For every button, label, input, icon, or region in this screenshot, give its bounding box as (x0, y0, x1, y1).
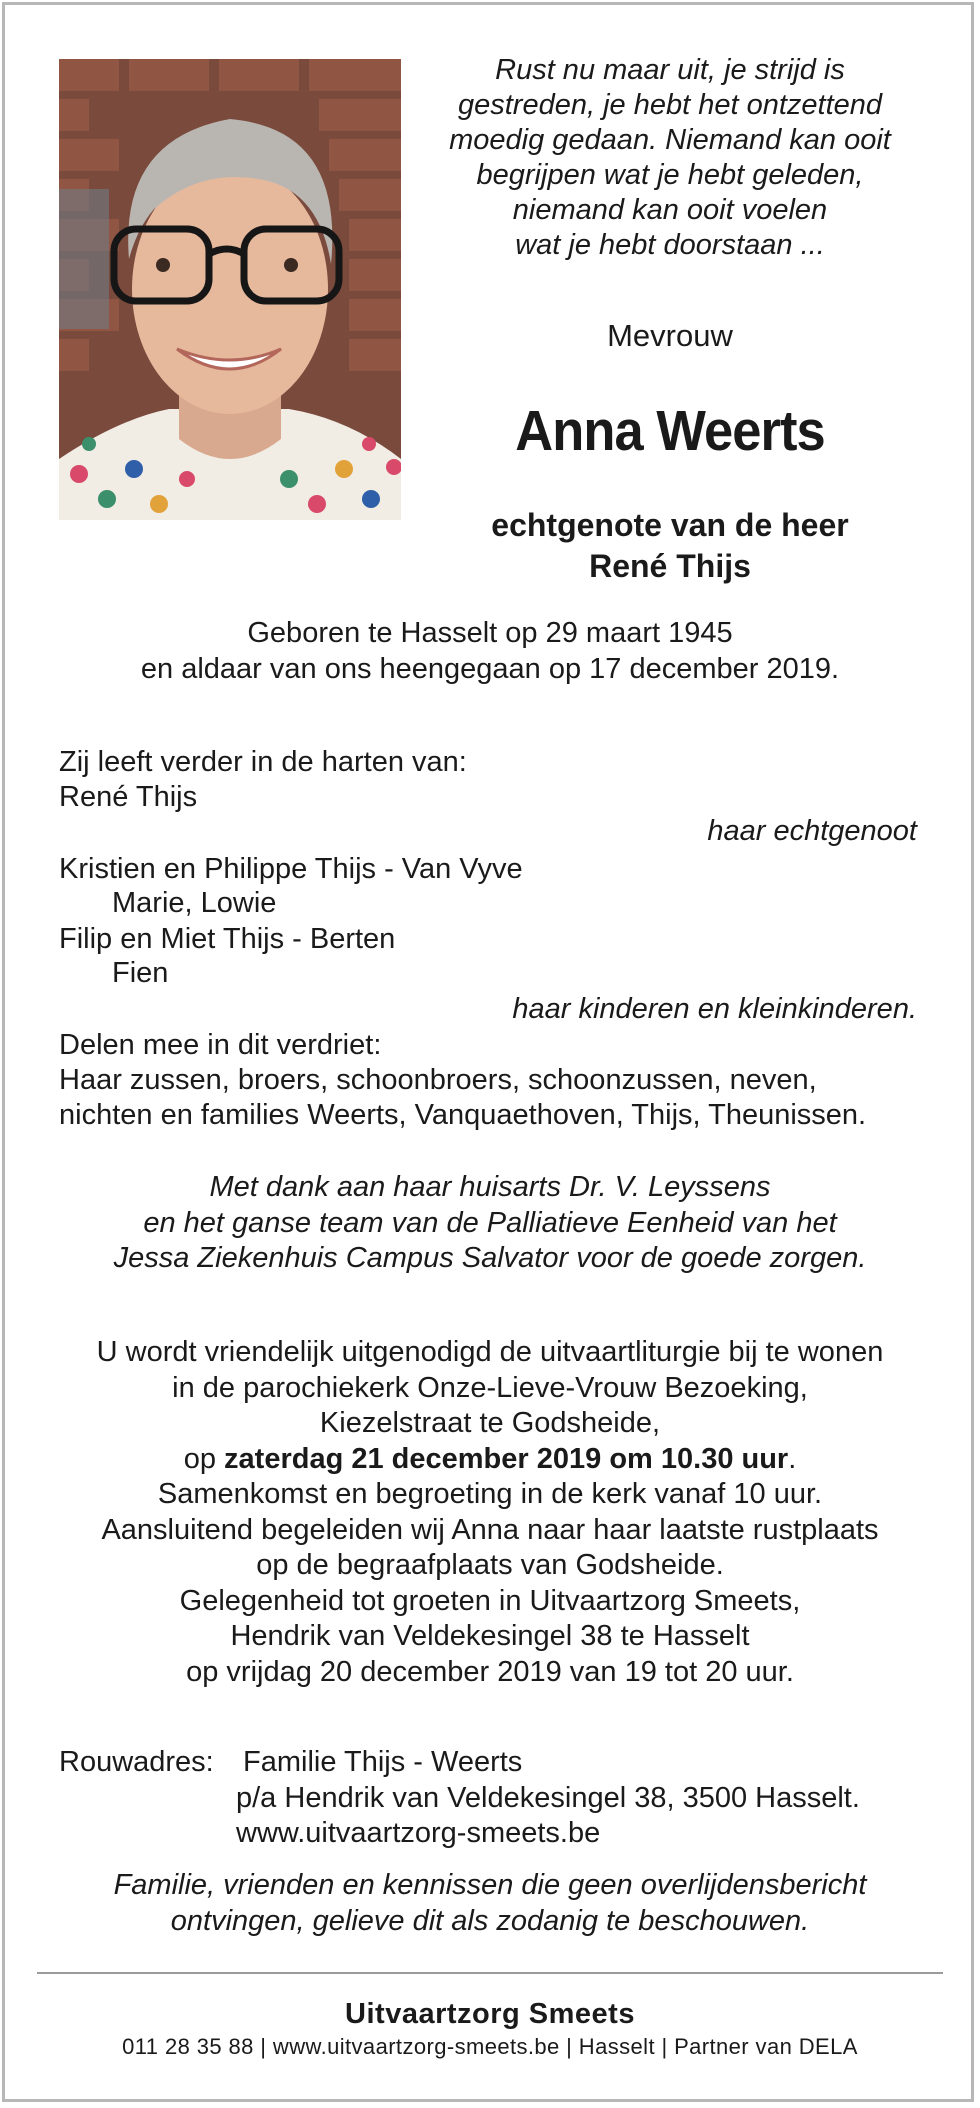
poem-line: gestreden, je hebt het ontzettend (457, 89, 883, 121)
memorial-poem (405, 53, 935, 263)
notice (40, 1868, 940, 1939)
poem-line: begrijpen wat je hebt geleden, (476, 159, 864, 191)
ceremony-line: in de parochiekerk Onze-Lieve-Vrouw Bezoeking, (172, 1371, 808, 1404)
ceremony-line: op de begraafplaats van Godsheide. (256, 1549, 724, 1581)
thanks-note (40, 1170, 940, 1277)
relatives-line: nichten en families Weerts, Vanquaethoven, Thijs, Theunissen. (59, 1099, 867, 1131)
thanks-line: Jessa Ziekenhuis Campus Salvator voor de goede zorgen. (113, 1242, 867, 1274)
child-family-1: Kristien en Philippe Thijs - Van Vyve (59, 853, 523, 885)
poem-line: moedig gedaan. Niemand kan ooit (449, 124, 891, 156)
notice-line: ontvingen, gelieve dit als zodanig te beschouwen. (170, 1904, 810, 1937)
ceremony-date: zaterdag 21 december 2019 om 10.30 uur (224, 1442, 789, 1475)
address-street: p/a Hendrik van Veldekesingel 38, 3500 Hasselt. (236, 1782, 860, 1814)
spouse-line: echtgenote van de heer (491, 507, 849, 543)
ceremony-line: op vrijdag 20 december 2019 van 19 tot 20 uur. (186, 1655, 794, 1688)
address-label: Rouwadres: (59, 1746, 214, 1778)
ceremony-info (40, 1335, 940, 1690)
address-website: www.uitvaartzorg-smeets.be (236, 1817, 601, 1849)
relatives-line: Haar zussen, broers, schoonbroers, schoonzussen, neven, (59, 1064, 817, 1096)
date-suffix: . (788, 1442, 797, 1475)
husband-role: haar echtgenoot (707, 815, 917, 847)
date-prefix: op (183, 1442, 225, 1475)
husband-name: René Thijs (59, 781, 198, 813)
birth-death-info (40, 615, 940, 687)
birth-line: Geboren te Hasselt op 29 maart 1945 (247, 617, 733, 649)
ceremony-line: U wordt vriendelijk uitgenodigd de uitvaartliturgie bij te wonen (96, 1336, 884, 1368)
address-name: Familie Thijs - Weerts (243, 1746, 523, 1778)
funeral-home-contact: 011 28 35 88 | www.uitvaartzorg-smeets.be | Hasselt | Partner van DELA (122, 2034, 858, 2059)
ceremony-line: Gelegenheid tot groeten in Uitvaartzorg Smeets, (179, 1584, 801, 1617)
honorific: Mevrouw (607, 318, 733, 353)
thanks-line: Met dank aan haar huisarts Dr. V. Leyssens (209, 1171, 771, 1203)
spouse-info (405, 505, 935, 587)
portrait-photo (59, 59, 401, 520)
deceased-name: Anna Weerts (515, 399, 825, 463)
poem-line: niemand kan ooit voelen (512, 194, 828, 226)
poem-line: wat je hebt doorstaan ... (515, 229, 825, 261)
spouse-name: René Thijs (589, 548, 751, 584)
ceremony-line: Samenkomst en begroeting in de kerk vanaf 10 uur. (157, 1478, 823, 1510)
ceremony-line: Kiezelstraat te Godsheide, (319, 1407, 661, 1439)
poem-line: Rust nu maar uit, je strijd is (495, 54, 845, 86)
child-family-2: Filip en Miet Thijs - Berten (59, 923, 396, 955)
ceremony-line: Aansluitend begeleiden wij Anna naar haar laatste rustplaats (101, 1513, 879, 1546)
grandchildren-1: Marie, Lowie (112, 887, 277, 919)
children-role: haar kinderen en kleinkinderen. (512, 993, 917, 1025)
share-intro: Delen mee in dit verdriet: (59, 1029, 382, 1061)
notice-line: Familie, vrienden en kennissen die geen overlijdensbericht (113, 1869, 867, 1901)
thanks-line: en het ganse team van de Palliatieve Eenheid van het (143, 1206, 837, 1239)
footer-divider (37, 1972, 943, 1974)
family-intro: Zij leeft verder in de harten van: (59, 746, 467, 778)
funeral-home-name: Uitvaartzorg Smeets (345, 1998, 635, 2030)
ceremony-line: Hendrik van Veldekesingel 38 te Hasselt (230, 1620, 750, 1652)
grandchildren-2: Fien (112, 957, 169, 989)
death-line: en aldaar van ons heengegaan op 17 december 2019. (140, 653, 840, 685)
ceremony-date-line (40, 1442, 940, 1478)
